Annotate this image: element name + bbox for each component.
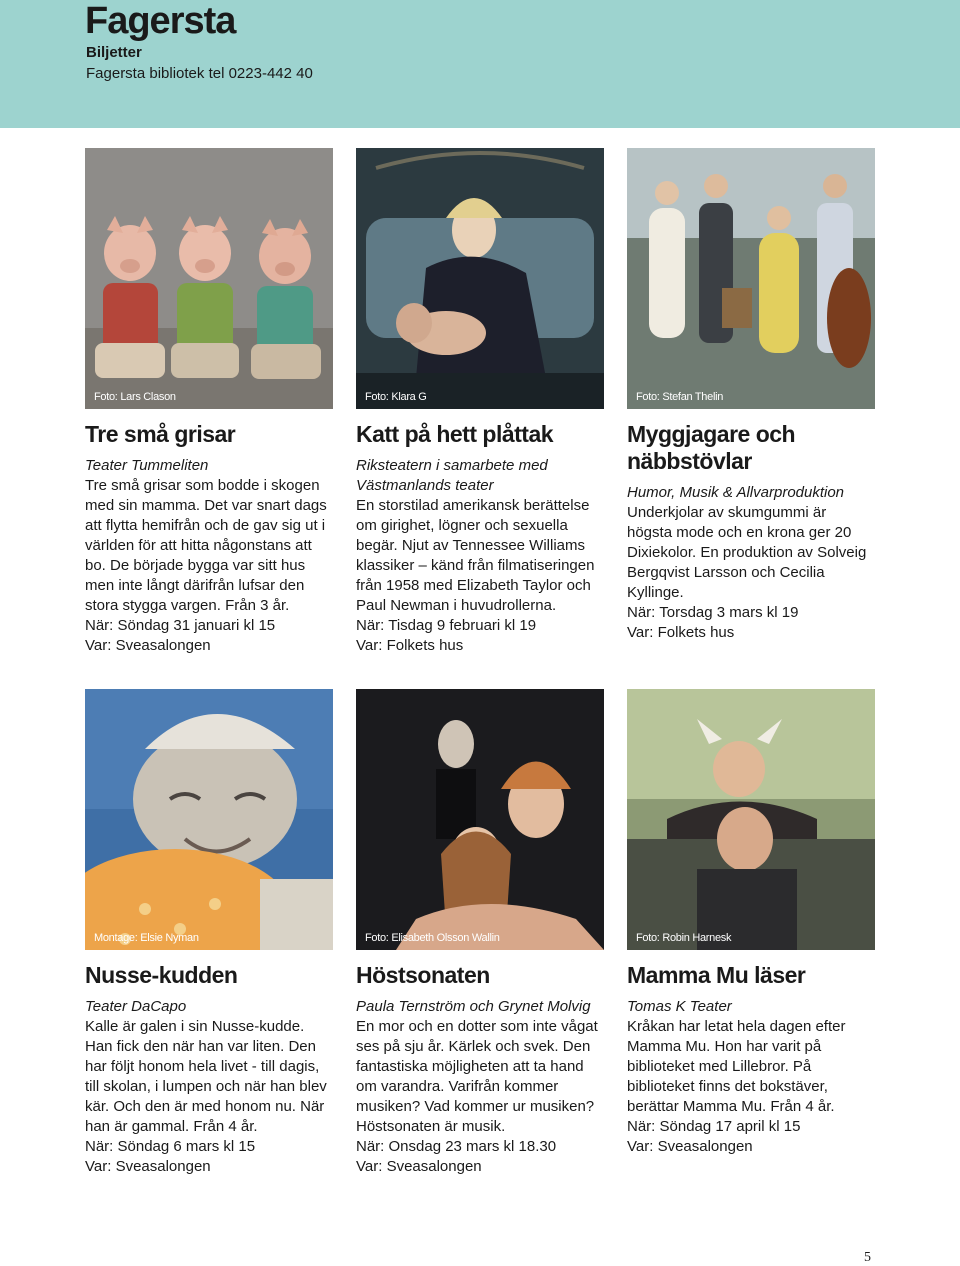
section-label: Biljetter <box>86 44 142 61</box>
event-when: När: Söndag 17 april kl 15 <box>627 1118 801 1135</box>
musicians-photo-illustration <box>627 148 875 409</box>
event-producer: Tomas K Teater <box>627 998 732 1015</box>
photo-credit: Foto: Klara G <box>365 391 427 403</box>
contact-info: Fagersta bibliotek tel 0223-442 40 <box>86 65 313 82</box>
event-card-tre-sma-grisar <box>85 148 333 656</box>
event-title: Myggjagare och näbbstövlar <box>627 421 796 474</box>
event-where: Var: Sveasalongen <box>356 1158 482 1175</box>
event-description: En storstilad amerikansk berättelse om girighet, lögner och sexuella begär. Njut av Tennessee Williams klassiker – känd från filmatiseringen från 1958 med Elizabeth Taylor och Paul Newman i huvudrollerna. <box>356 497 595 614</box>
photo-credit: Montage: Elsie Nyman <box>94 932 199 944</box>
event-title: Höstsonaten <box>356 962 490 988</box>
header-band <box>0 0 960 128</box>
event-producer: Riksteatern i samarbete med Västmanlands teater <box>356 457 548 494</box>
event-photo <box>85 148 333 409</box>
event-when: När: Söndag 6 mars kl 15 <box>85 1138 256 1155</box>
event-title: Tre små grisar <box>85 421 236 447</box>
event-where: Var: Sveasalongen <box>85 1158 211 1175</box>
event-description: Kråkan har letat hela dagen efter Mamma Mu. Hon har varit på biblioteket med Lillebror. På biblioteket finns det bokstäver, berättar Mamma Mu. Från 4 år. <box>627 1018 846 1115</box>
actors-bed-photo-illustration <box>356 148 604 409</box>
event-description: Tre små grisar som bodde i skogen med sin mamma. Det var snart dags att flytta hemifrån och de gav sig ut i världen för att hitta någonstans att bo. De började bygga var sitt hus men inte långt därifrån lufsar den stora stygga vargen. Från 3 år. <box>85 477 327 614</box>
photo-credit: Foto: Elisabeth Olsson Wallin <box>365 932 500 944</box>
pigs-photo-illustration <box>85 148 333 409</box>
two-women-photo-illustration <box>356 689 604 950</box>
photo-credit: Foto: Robin Harnesk <box>636 932 732 944</box>
event-description: Kalle är galen i sin Nusse-kudde. Han fick den när han var liten. Den har följt honom hela livet - till dagis, till skolan, i lumpen och när han blev kär. Och den är med honom nu. När han är gammal. Från 4 år. <box>85 1018 327 1135</box>
event-description: Underkjolar av skumgummi är högsta mode och en krona ger 20 Dixiekolor. En produktion av Solveig Bergqvist Larsson och Cecilia Kyllinge. <box>627 504 867 601</box>
event-producer: Paula Ternström och Grynet Molvig <box>356 998 591 1015</box>
event-where: Var: Folkets hus <box>356 637 464 654</box>
mamma-mu-photo-illustration <box>627 689 875 950</box>
event-producer: Humor, Musik & Allvarproduktion <box>627 484 845 501</box>
event-producer: Teater Tummeliten <box>85 457 209 474</box>
event-title: Mamma Mu läser <box>627 962 806 988</box>
event-where: Var: Sveasalongen <box>85 637 211 654</box>
sleeping-man-illustration <box>85 689 333 950</box>
event-card-katt-pa-hett-plattak <box>356 148 604 656</box>
event-card-myggjagare <box>627 148 875 643</box>
event-photo <box>356 148 604 409</box>
event-when: När: Tisdag 9 februari kl 19 <box>356 617 537 634</box>
event-photo <box>356 689 604 950</box>
photo-credit: Foto: Stefan Thelin <box>636 391 724 403</box>
event-producer: Teater DaCapo <box>85 998 187 1015</box>
event-when: När: Onsdag 23 mars kl 18.30 <box>356 1138 557 1155</box>
event-card-mamma-mu-laser <box>627 689 875 1157</box>
photo-credit: Foto: Lars Clason <box>94 391 176 403</box>
event-where: Var: Sveasalongen <box>627 1138 753 1155</box>
town-title: Fagersta <box>85 0 236 42</box>
event-where: Var: Folkets hus <box>627 624 735 641</box>
event-when: När: Torsdag 3 mars kl 19 <box>627 604 799 621</box>
page-number: 5 <box>864 1250 871 1265</box>
event-card-hostsonaten <box>356 689 604 1177</box>
event-when: När: Söndag 31 januari kl 15 <box>85 617 276 634</box>
event-title: Katt på hett plåttak <box>356 421 554 447</box>
event-photo <box>627 148 875 409</box>
event-photo <box>85 689 333 950</box>
event-photo <box>627 689 875 950</box>
event-title: Nusse-kudden <box>85 962 238 988</box>
event-card-nusse-kudden <box>85 689 333 1177</box>
event-description: En mor och en dotter som inte vågat ses på sju år. Kärlek och svek. Den fantastiska möjligheten att ta hand om varandra. Varifrån kommer musiken? Vad kommer ur musiken? Höstsonaten är musik. <box>356 1018 598 1135</box>
